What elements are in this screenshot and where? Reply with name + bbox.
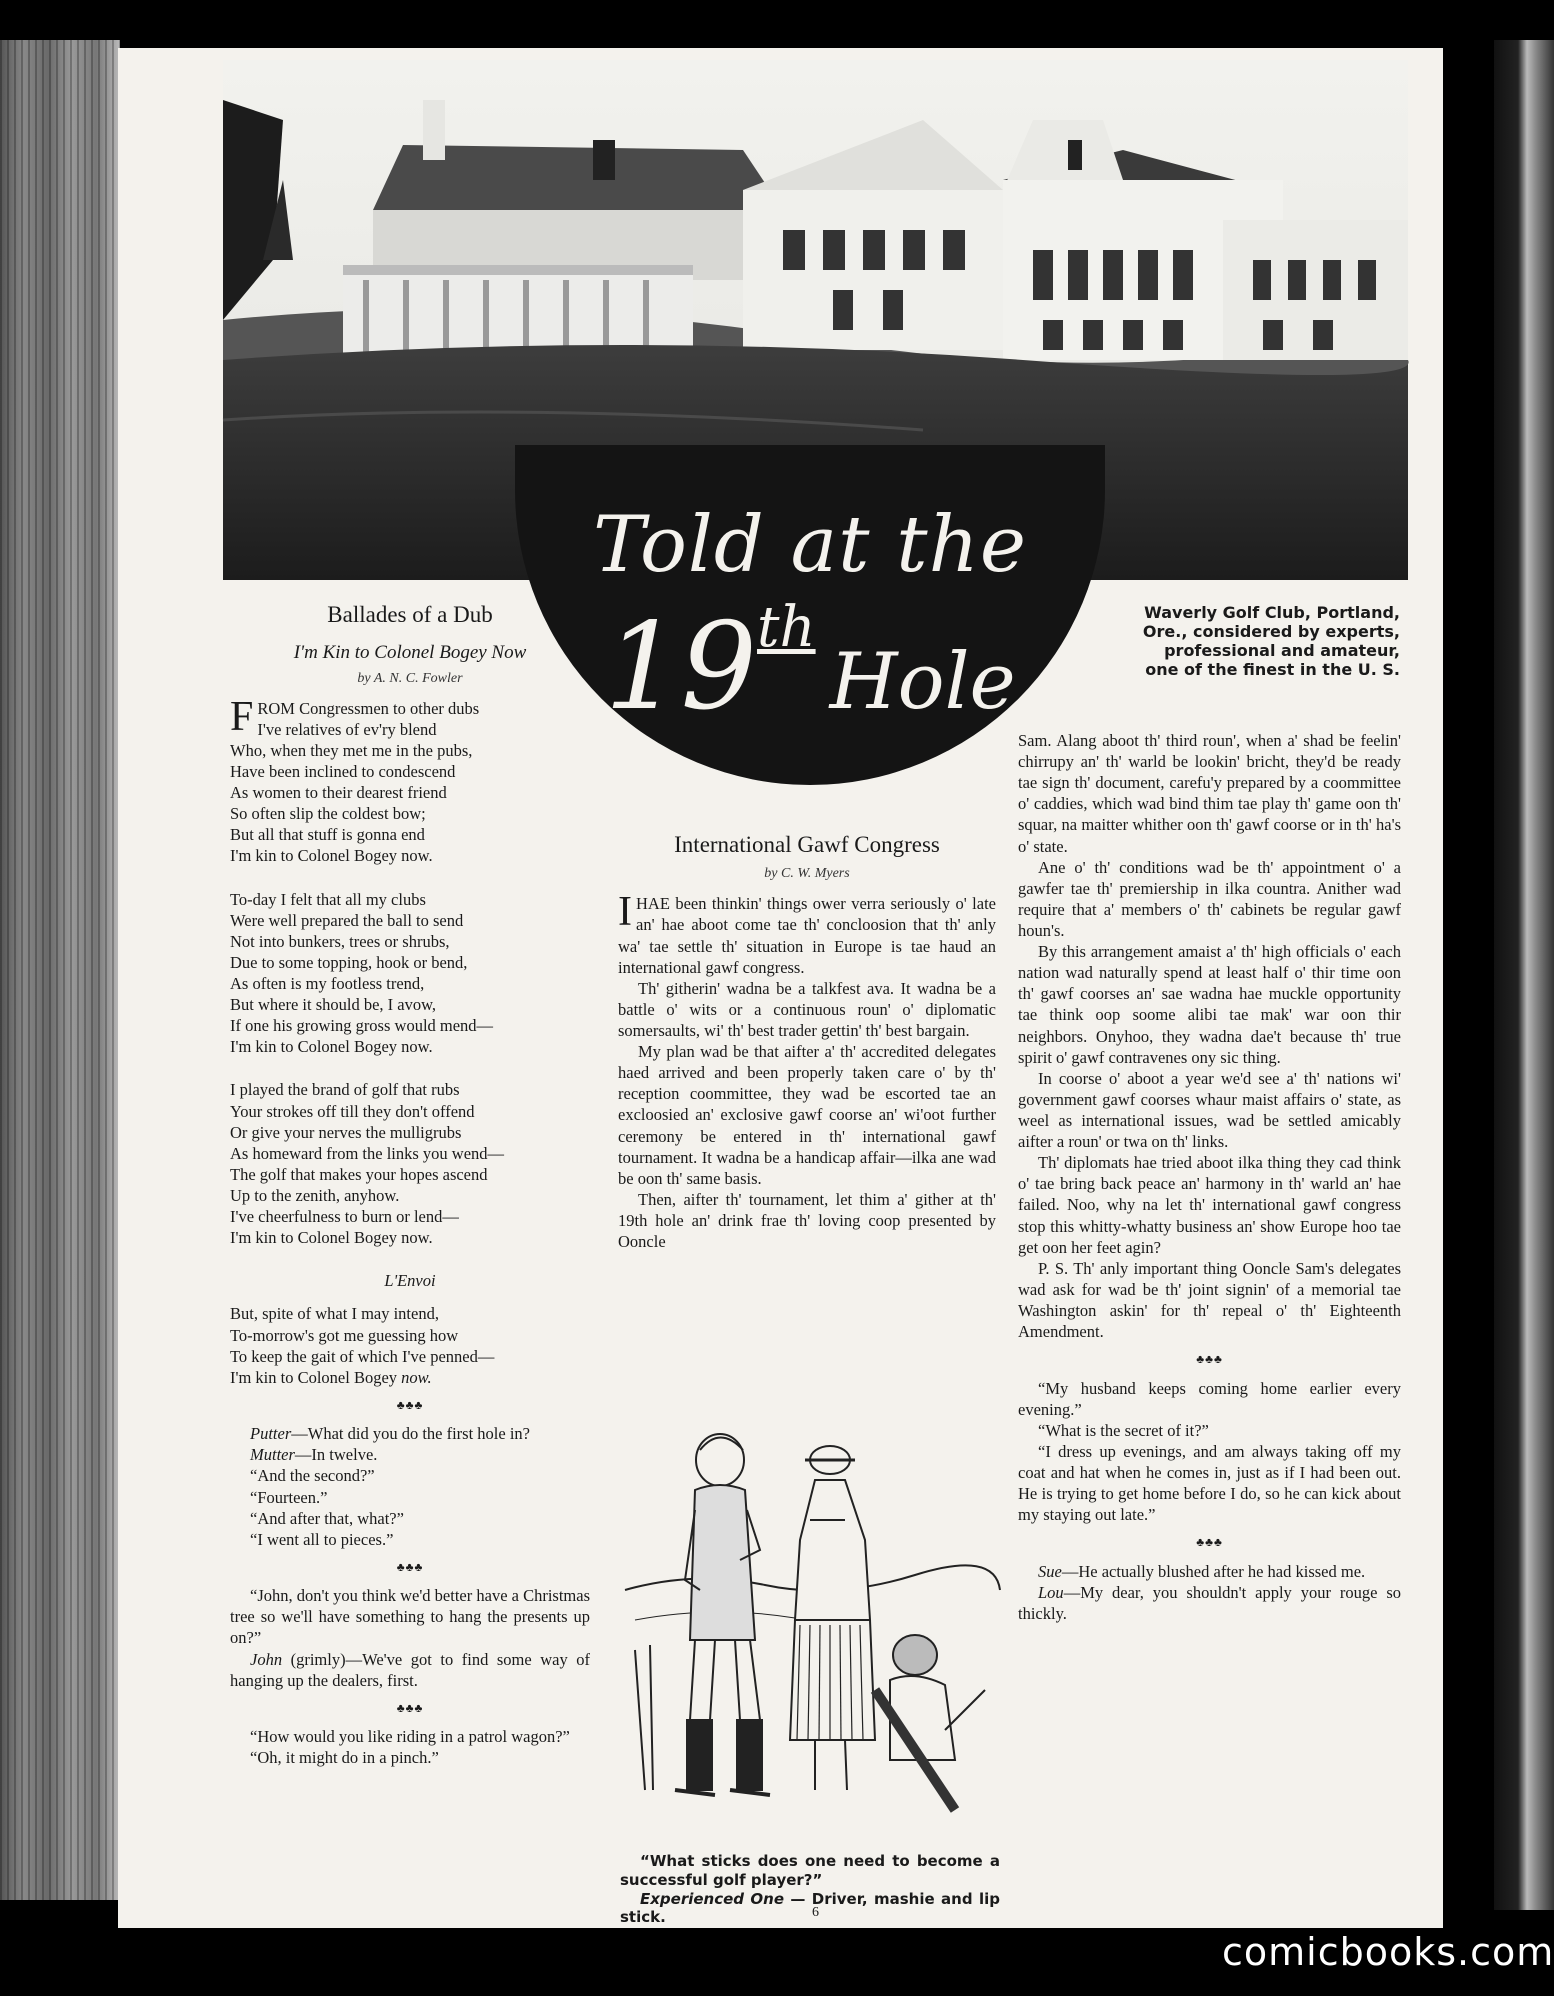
poem-line: Or give your nerves the mulligrubs	[230, 1122, 462, 1142]
poem-line: The golf that makes your hopes ascend	[230, 1164, 488, 1184]
illustration-joke	[620, 1852, 1000, 1927]
intl-paragraph: Sam. Alang aboot th' third roun', when a' shad be feelin' chirrupy an' th' warld be lookin' bricht, they'd be ready tae sign th' document, carefu'y prepared by a coommittee o' caddies, which wad bind thim tae play th' game oon th' squar, na maitter whither oon th' gawf coorse or in th' ha's o' state.	[1018, 731, 1401, 856]
paragraph-text: HAE been thinkin' things ower verra seriously o' late an' hae aboot come tae th' concloosion that th' anly wa' tae settle th' situation in Europe is tae haud an international gawf congress.	[618, 894, 996, 977]
intl-paragraph: Th' diplomats hae tried aboot ilka thing they cad think o' tae bring back peace an' harmony in th' warld an' hae failed. Noo, why na let th' international gawf congress stop this whitty-whatty business an' show Europe hoo tae get oon her feet agin?	[1018, 1153, 1401, 1257]
joke-text: (grimly)—We've got to find some way of hanging up the dealers, first.	[230, 1649, 590, 1690]
photo-caption: Waverly Golf Club, Portland, Ore., considered by experts, professional and amateur, one of the finest in the U. S.	[1142, 603, 1400, 679]
stanza-3	[230, 1079, 590, 1248]
ballades-subheading: I'm Kin to Colonel Bogey Now	[293, 642, 527, 664]
joke-text: — Driver, mashie and lip stick.	[620, 1889, 1000, 1927]
intl-paragraph: Ane o' th' conditions wad be th' appointment o' a gawfer tae th' premiership in ilka countra. Anither wad require that a' members o' th' cabinets be regular gawf houn's.	[1018, 857, 1401, 940]
joke-husband-1: “My husband keeps coming home earlier every evening.”	[1018, 1378, 1401, 1419]
poem-line: Were well prepared the ball to send	[230, 910, 464, 930]
poem-line: But all that stuff is gonna end	[230, 825, 425, 845]
joke-text: —In twelve.	[294, 1445, 378, 1465]
joke-lou	[1018, 1582, 1401, 1624]
envoi-heading: L'Envoi	[384, 1271, 436, 1291]
golfers-illustration	[615, 1390, 1000, 1840]
title-line2	[515, 595, 1105, 737]
book-left-edge	[0, 40, 120, 1900]
ballades-column	[230, 600, 590, 1768]
ballades-byline: by A. N. C. Fowler	[357, 670, 463, 686]
joke-text: —My dear, you shouldn't apply your rouge so thickly.	[1018, 1582, 1401, 1623]
speaker-name: Sue	[1038, 1561, 1062, 1581]
title-line1: Told at the	[593, 500, 1027, 590]
speaker-name: Lou	[1038, 1582, 1064, 1602]
joke-sticks-a	[620, 1890, 1000, 1928]
joke-husband-2: “What is the secret of it?”	[1038, 1420, 1209, 1440]
speaker-name: John	[250, 1649, 283, 1669]
poem-line: As women to their dearest friend	[230, 783, 447, 803]
joke-line: “I went all to pieces.”	[250, 1529, 394, 1549]
poem-line: As often is my footless trend,	[230, 973, 425, 993]
stanza-2	[230, 889, 590, 1058]
joke-text: —He actually blushed after he had kissed me.	[1061, 1561, 1366, 1581]
poem-line: As homeward from the links you wend—	[230, 1143, 505, 1163]
ballades-heading: Ballades of a Dub	[327, 602, 493, 627]
joke-patrol-a: “Oh, it might do in a pinch.”	[250, 1748, 439, 1768]
joke-sticks-q: “What sticks does one need to become a successful golf player?”	[620, 1852, 1000, 1889]
poem-line: So often slip the coldest bow;	[230, 804, 426, 824]
joke-mutter	[230, 1444, 590, 1465]
poem-line: But, spite of what I may intend,	[230, 1304, 439, 1324]
separator-clubs: ♣♣♣	[396, 1397, 424, 1412]
speaker-name: Experienced One	[640, 1889, 785, 1908]
joke-text: —What did you do the first hole in?	[291, 1424, 530, 1444]
watermark-logo: comicbooks.com	[1222, 1930, 1554, 1974]
intl-paragraph: By this arrangement amaist a' th' high officials o' each nation wad naturally spend at least half o' thir time oon th' gawf coorses an' sae wadna hae muckle opportunity tae think oop soome alibi tae mak' war oon thir neighbors. Onyhoo, they wadna dae't because th' true spirit o' gawf contravenes ony sic thing.	[1018, 942, 1401, 1067]
joke-line: “And the second?”	[250, 1466, 375, 1486]
separator-clubs: ♣♣♣	[396, 1559, 424, 1574]
title-ordinal: th	[757, 595, 816, 660]
dropcap-i: I	[618, 889, 632, 936]
stanza-1	[230, 693, 590, 867]
poem-line: To-day I felt that all my clubs	[230, 889, 426, 909]
joke-christmas: “John, don't you think we'd better have a Christmas tree so we'll have something to hang the presents up on?”	[230, 1586, 591, 1648]
speaker-name: Putter	[250, 1424, 292, 1444]
separator-clubs: ♣♣♣	[1196, 1352, 1223, 1367]
poem-line: I've cheerfulness to burn or lend—	[230, 1207, 459, 1227]
intl-paragraph: Then, aifter th' tournament, let thim a' gither at th' 19th hole an' drink frae th' loving coop presented by Ooncle	[618, 1189, 996, 1252]
poem-line: I'm kin to Colonel Bogey now.	[230, 1228, 433, 1248]
intl-paragraph	[618, 889, 996, 977]
poem-line: But where it should be, I avow,	[230, 995, 437, 1015]
poem-line: I've relatives of ev'ry blend	[257, 719, 437, 739]
intl-paragraph: In coorse o' aboot a year we'd see a' th' nations wi' government gawf coorses whaur maist affairs o' state, as weel as international issues, wad be settled amicably aifter a roun' or twa on th' links.	[1018, 1068, 1401, 1152]
poem-line: If one his growing gross would mend—	[230, 1016, 494, 1036]
title-disc	[515, 445, 1105, 785]
poem-line: Not into bunkers, trees or shrubs,	[230, 931, 450, 951]
intl-postscript: P. S. Th' anly important thing Ooncle Sam's delegates wad ask for wad be th' joint signin' of a memorial tae Washington askin' for th' repeal o' th' Eighteenth Amendment.	[1018, 1258, 1401, 1342]
dropcap-f: F	[230, 693, 254, 740]
poem-line: I'm kin to Colonel Bogey now.	[230, 846, 433, 866]
joke-husband-3: “I dress up evenings, and am always taking off my coat and hat when he comes in, just as if I had been out. He is trying to get home before I do, so he can kick about my staying out late.”	[1018, 1441, 1401, 1525]
poem-line: I'm kin to Colonel Bogey	[230, 1367, 402, 1387]
title-number: 19	[604, 598, 758, 737]
separator-clubs: ♣♣♣	[1196, 1535, 1223, 1550]
poem-line: I'm kin to Colonel Bogey now.	[230, 1037, 433, 1057]
intl-heading: International Gawf Congress	[674, 832, 940, 857]
joke-patrol-q: “How would you like riding in a patrol wagon?”	[250, 1727, 570, 1747]
joke-john	[230, 1649, 590, 1691]
poem-line: I played the brand of golf that rubs	[230, 1080, 460, 1100]
joke-putter	[230, 1423, 590, 1444]
poem-line: Due to some topping, hook or bend,	[230, 952, 468, 972]
poem-line: Who, when they met me in the pubs,	[230, 740, 473, 760]
joke-sue	[1018, 1561, 1401, 1582]
poem-line: To-morrow's got me guessing how	[230, 1325, 459, 1345]
envoi-stanza	[230, 1303, 590, 1387]
intl-paragraph: My plan wad be that aifter a' th' accredited delegates haed arrived and been properly taken care o' by th' reception coommittee, they wad be escorted tae an excloosied an' exclosive gawf coorse an' wi'oot further ceremony be entered in th' international gawf tournament. It wadna be a handicap affair—ilka ane wad be oon th' same basis.	[618, 1042, 996, 1188]
poem-line: ROM Congressmen to other dubs	[257, 698, 480, 718]
poem-line: Up to the zenith, anyhow.	[230, 1185, 400, 1205]
book-right-edge	[1494, 40, 1554, 1910]
speaker-name: Mutter	[250, 1445, 295, 1465]
poem-line: To keep the gait of which I've penned—	[230, 1346, 495, 1366]
poem-line: Have been inclined to condescend	[230, 761, 456, 781]
joke-line: “And after that, what?”	[250, 1508, 404, 1528]
joke-line: “Fourteen.”	[250, 1487, 328, 1507]
intl-byline: by C. W. Myers	[764, 866, 850, 882]
page-number: 6	[812, 1905, 819, 1920]
poem-emphasis: now.	[401, 1367, 432, 1387]
right-column	[1018, 730, 1401, 1624]
separator-clubs: ♣♣♣	[396, 1700, 424, 1715]
intl-paragraph: Th' githerin' wadna be a talkfest ava. It wadna be a battle o' wits or a continuous roun' o' diplomatic somersaults, wi' th' best trader gettin' th' best bargain.	[618, 978, 996, 1040]
poem-line: Your strokes off till they don't offend	[230, 1101, 475, 1121]
title-hole: Hole	[829, 637, 1016, 727]
intl-gawf-column	[618, 830, 996, 1252]
